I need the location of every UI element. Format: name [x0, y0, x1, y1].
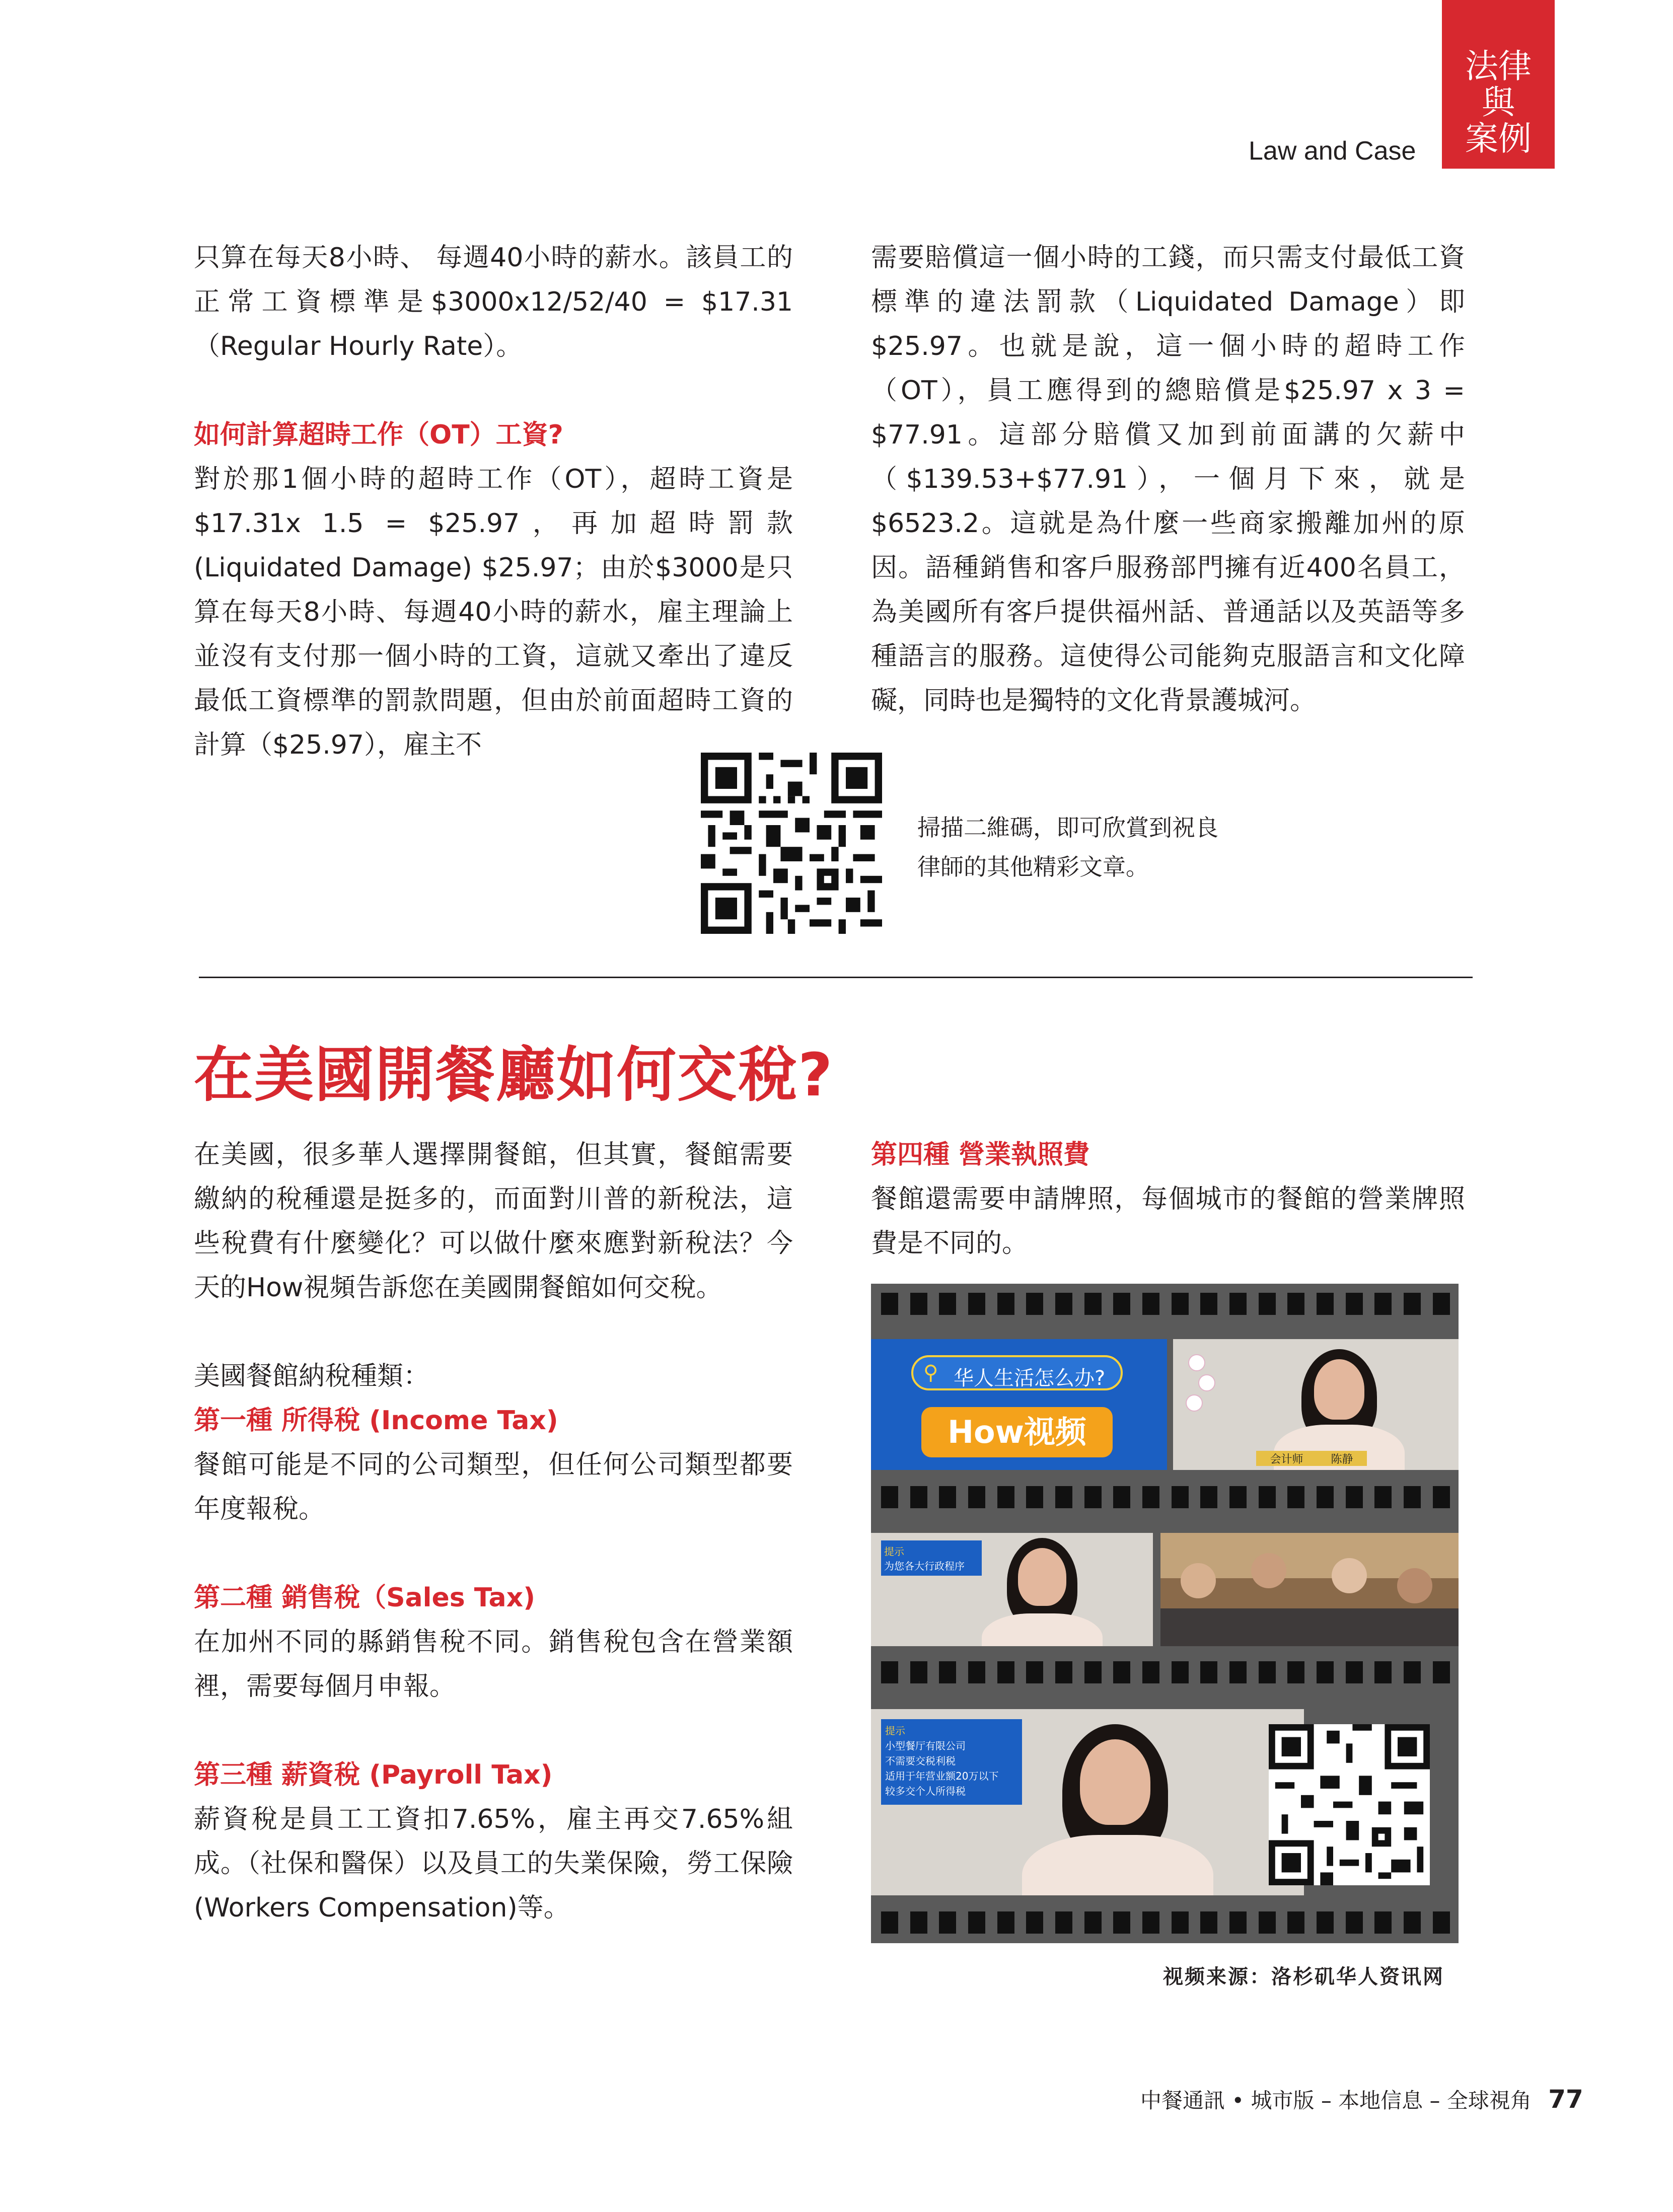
- tip-text: 为您各大行政程序: [884, 1560, 965, 1572]
- list-label: 美國餐館納稅種類：: [194, 1361, 430, 1391]
- film-perforation: [1374, 1486, 1392, 1508]
- subheading: 如何計算超時工作（OT）工資?: [194, 420, 563, 450]
- film-perforation: [1055, 1911, 1072, 1934]
- film-perforation: [1404, 1661, 1421, 1683]
- film-perforation: [1259, 1293, 1276, 1315]
- film-perforation: [1346, 1293, 1363, 1315]
- film-perforation: [1113, 1661, 1130, 1683]
- film-perforation: [1404, 1911, 1421, 1934]
- tax-body: 在加州不同的縣銷售稅不同。銷售稅包含在營業額裡，需要每個月申報。: [194, 1627, 793, 1702]
- film-perforation: [1055, 1661, 1072, 1683]
- page-footer: [1140, 2084, 1583, 2114]
- tip-line: 小型餐厅有限公司: [885, 1740, 966, 1752]
- film-perforation: [1026, 1486, 1043, 1508]
- paragraph: 對於那1個小時的超時工作（OT），超時工資是$17.31x 1.5 = $25.97，再加超時罰款(Liquidated Damage) $25.97；由於$3000是只算在每天8小時、每週40小時的薪水，雇主理論上並沒有支付那一個小時的工資，這就又牽出了違反最低工資標準的罰款問題，但由於前面超時工資的計算（$25.97），雇主不: [194, 464, 793, 760]
- film-perforation: [1374, 1661, 1392, 1683]
- film-perforation: [881, 1661, 898, 1683]
- tax-body: 餐館可能是不同的公司類型，但任何公司類型都要年度報稅。: [194, 1450, 793, 1524]
- film-perforation: [1172, 1293, 1189, 1315]
- footer-text: 中餐通訊 • 城市版 – 本地信息 – 全球視角: [1140, 2088, 1532, 2113]
- film-perforation: [910, 1293, 927, 1315]
- film-perforation: [997, 1661, 1014, 1683]
- film-perforations: [881, 1293, 1450, 1315]
- film-perforation: [1259, 1911, 1276, 1934]
- video-qr-code[interactable]: [1269, 1724, 1430, 1885]
- tax-heading: 第一種 所得稅 (Income Tax): [194, 1406, 558, 1436]
- how-badge: How视频: [921, 1407, 1113, 1457]
- qr-code[interactable]: [701, 753, 882, 934]
- film-perforation: [1287, 1661, 1304, 1683]
- film-perforation: [997, 1293, 1014, 1315]
- film-perforation: [1374, 1911, 1392, 1934]
- film-perforation: [968, 1911, 985, 1934]
- tip-line: 不需要交税利税: [885, 1755, 956, 1767]
- film-perforation: [1433, 1911, 1450, 1934]
- video-still-presenter: [1173, 1339, 1459, 1470]
- film-perforation: [1287, 1293, 1304, 1315]
- film-perforation: [910, 1911, 927, 1934]
- video-title-frame: [871, 1339, 1167, 1470]
- name-tag-role: 会计师: [1270, 1453, 1303, 1466]
- article2-right-column: [871, 1133, 1465, 1266]
- film-perforation: [1142, 1486, 1159, 1508]
- film-perforation: [997, 1911, 1014, 1934]
- film-perforation: [1433, 1486, 1450, 1508]
- film-perforation: [939, 1293, 956, 1315]
- tax-heading: 第三種 薪資稅 (Payroll Tax): [194, 1760, 553, 1790]
- film-perforation: [1317, 1911, 1334, 1934]
- film-perforations: [881, 1911, 1450, 1934]
- film-perforation: [1287, 1911, 1304, 1934]
- video-still-tip: [871, 1533, 1153, 1646]
- film-perforation: [1374, 1293, 1392, 1315]
- film-perforation: [1404, 1486, 1421, 1508]
- film-perforation: [1259, 1661, 1276, 1683]
- film-perforation: [1142, 1661, 1159, 1683]
- article-title: 在美國開餐廳如何交稅?: [194, 1040, 834, 1110]
- film-perforation: [968, 1486, 985, 1508]
- film-perforation: [1317, 1293, 1334, 1315]
- film-perforation: [968, 1661, 985, 1683]
- film-perforation: [1433, 1293, 1450, 1315]
- film-perforation: [1026, 1293, 1043, 1315]
- search-text: 华人生活怎么办?: [954, 1367, 1106, 1390]
- tip-line: 适用于年营业额20万以下: [885, 1770, 999, 1782]
- section-tab-line: 與: [1482, 83, 1515, 122]
- tip-label: 提示: [885, 1725, 905, 1737]
- article2-left-column: [194, 1133, 793, 1930]
- film-perforation: [1172, 1661, 1189, 1683]
- divider: [199, 977, 1473, 978]
- film-perforation: [968, 1293, 985, 1315]
- presenter-face: [1314, 1359, 1364, 1420]
- film-perforation: [910, 1661, 927, 1683]
- page-number: 77: [1548, 2085, 1583, 2114]
- film-perforation: [1229, 1486, 1247, 1508]
- tax-heading: 第四種 營業執照費: [871, 1140, 1090, 1170]
- film-perforation: [1346, 1911, 1363, 1934]
- tip-box: [881, 1719, 1022, 1805]
- film-perforation: [1229, 1911, 1247, 1934]
- film-perforation: [1404, 1293, 1421, 1315]
- film-perforation: [1084, 1661, 1102, 1683]
- film-perforation: [1346, 1661, 1363, 1683]
- film-perforation: [1200, 1911, 1217, 1934]
- article1-left-column: [194, 236, 793, 767]
- film-perforation: [881, 1911, 898, 1934]
- film-perforation: [1172, 1911, 1189, 1934]
- film-perforation: [1084, 1293, 1102, 1315]
- film-perforation: [1433, 1661, 1450, 1683]
- film-perforation: [1113, 1293, 1130, 1315]
- film-perforation: [1113, 1486, 1130, 1508]
- search-bar: [911, 1355, 1123, 1390]
- film-perforation: [1317, 1661, 1334, 1683]
- film-perforation: [1200, 1661, 1217, 1683]
- search-icon: ⚲: [923, 1361, 938, 1384]
- paragraph: 需要賠償這一個小時的工錢，而只需支付最低工資標準的違法罰款（Liquidated Damage）即$25.97。也就是說，這一個小時的超時工作（OT），員工應得到的總賠償是$25.97 x 3 = $77.91。這部分賠償又加到前面講的欠薪中（$139.53+$77.91），一個月下來，就是$6523.2。這就是為什麼一些商家搬離加州的原因。語種銷售和客戶服務部門擁有近400名員工，為美國所有客戶提供福州話、普通話以及英語等多種語言的服務。這使得公司能夠克服語言和文化障礙，同時也是獨特的文化背景護城河。: [871, 243, 1465, 716]
- qr-caption: 掃描二維碼，即可欣賞到祝良律師的其他精彩文章。: [917, 814, 1218, 880]
- tax-body: 餐館還需要申請牌照，每個城市的餐館的營業牌照費是不同的。: [871, 1184, 1465, 1259]
- film-perforation: [1200, 1486, 1217, 1508]
- tip-box: [881, 1540, 982, 1576]
- name-tag-name: 陈静: [1331, 1453, 1353, 1466]
- section-title-en: Law and Case: [1249, 136, 1416, 166]
- film-perforation: [881, 1486, 898, 1508]
- paragraph: 只算在每天8小時、 每週40小時的薪水。該員工的正常工資標準是$3000x12/52/40 = $17.31（Regular Hourly Rate）。: [194, 243, 793, 361]
- video-still-restaurant: [1160, 1533, 1459, 1646]
- film-perforation: [1084, 1486, 1102, 1508]
- name-tag: [1256, 1451, 1367, 1466]
- film-perforations: [881, 1486, 1450, 1508]
- film-perforation: [1317, 1486, 1334, 1508]
- film-perforation: [997, 1486, 1014, 1508]
- video-source-caption: 视频来源：洛杉矶华人资讯网: [1163, 1965, 1444, 1988]
- section-tab-line: 法律: [1465, 47, 1532, 86]
- tax-body: 薪資稅是員工工資扣7.65%，雇主再交7.65%組成。（社保和醫保）以及員工的失業保險，勞工保險(Workers Compensation)等。: [194, 1804, 793, 1923]
- film-perforation: [1055, 1486, 1072, 1508]
- film-perforation: [1229, 1293, 1247, 1315]
- section-tab-line: 案例: [1465, 119, 1532, 158]
- film-perforation: [1026, 1661, 1043, 1683]
- film-perforations: [881, 1661, 1450, 1683]
- film-perforation: [1084, 1911, 1102, 1934]
- film-perforation: [1172, 1486, 1189, 1508]
- film-perforation: [1346, 1486, 1363, 1508]
- film-perforation: [1026, 1911, 1043, 1934]
- film-perforation: [1200, 1293, 1217, 1315]
- film-perforation: [1142, 1293, 1159, 1315]
- tip-label: 提示: [884, 1545, 904, 1558]
- article1-right-column: [871, 236, 1465, 723]
- film-perforation: [1287, 1486, 1304, 1508]
- film-perforation: [1055, 1293, 1072, 1315]
- film-perforation: [910, 1486, 927, 1508]
- film-perforation: [1113, 1911, 1130, 1934]
- film-perforation: [1259, 1486, 1276, 1508]
- tax-heading: 第二種 銷售稅（Sales Tax): [194, 1583, 535, 1613]
- film-perforation: [1229, 1661, 1247, 1683]
- video-filmstrip[interactable]: [871, 1284, 1459, 1943]
- film-perforation: [881, 1293, 898, 1315]
- orchid-decoration: [1183, 1349, 1218, 1450]
- film-perforation: [1142, 1911, 1159, 1934]
- film-perforation: [939, 1911, 956, 1934]
- film-perforation: [939, 1661, 956, 1683]
- film-perforation: [939, 1486, 956, 1508]
- video-still-presenter-tip: [871, 1709, 1304, 1895]
- tip-line: 较多交个人所得税: [885, 1785, 966, 1797]
- section-tab: [1442, 0, 1555, 169]
- intro-paragraph: 在美國，很多華人選擇開餐館，但其實，餐館需要繳納的稅種還是挺多的，而面對川普的新稅法，這些稅費有什麼變化？可以做什麼來應對新稅法？今天的How視頻告訴您在美國開餐館如何交稅。: [194, 1140, 793, 1303]
